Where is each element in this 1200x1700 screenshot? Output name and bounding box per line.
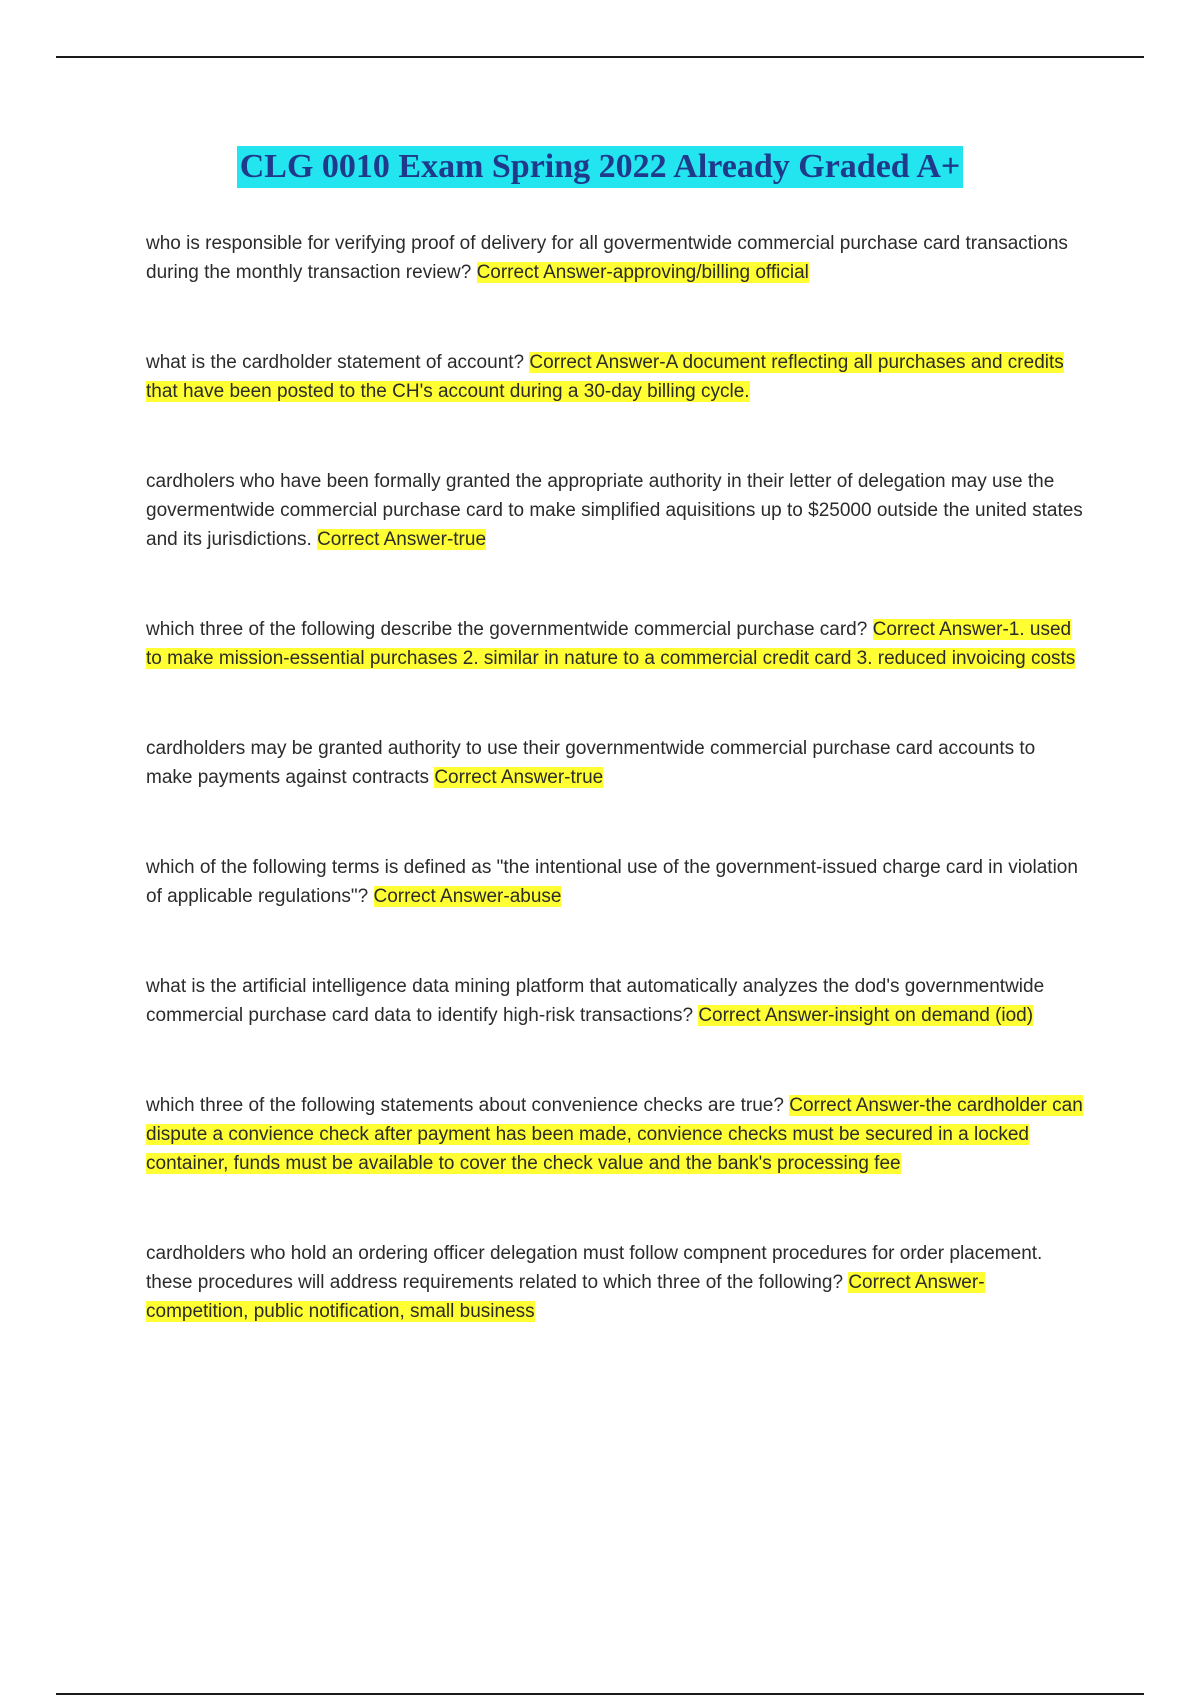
answer-highlight: Correct Answer-1. used to make mission-essential purchases 2. similar in nature to a commercial credit card 3. reduced invoicing costs (146, 619, 1076, 669)
answer-highlight: Correct Answer-the cardholder can dispute a convience check after payment has been made, convience checks must be secured in a locked container, funds must be available to cover the check value and the bank's processing fee (146, 1095, 1083, 1174)
qa-list (146, 229, 1086, 1326)
qa-item (146, 1091, 1086, 1178)
question-text: who is responsible for verifying proof of delivery for all govermentwide commercial purchase card transactions during the monthly transaction review? (146, 233, 1068, 283)
question-text: which of the following terms is defined as "the intentional use of the government-issued charge card in violation of applicable regulations"? (146, 857, 1078, 907)
header-rule (56, 56, 1144, 58)
qa-item (146, 972, 1086, 1030)
qa-item (146, 348, 1086, 406)
question-text: what is the cardholder statement of account? (146, 352, 530, 373)
answer-highlight: Correct Answer-A document reflecting all purchases and credits that have been posted to the CH's account during a 30-day billing cycle. (146, 352, 1064, 402)
question-text: which three of the following statements about convenience checks are true? (146, 1095, 790, 1116)
qa-item (146, 734, 1086, 792)
question-text: which three of the following describe the governmentwide commercial purchase card? (146, 619, 873, 640)
document-title: CLG 0010 Exam Spring 2022 Already Graded A+ (237, 146, 964, 188)
answer-highlight: Correct Answer-abuse (373, 886, 562, 907)
qa-item (146, 229, 1086, 287)
answer-highlight: Correct Answer-true (317, 529, 487, 550)
question-text: what is the artificial intelligence data mining platform that automatically analyzes the dod's governmentwide commercial purchase card data to identify high-risk transactions? (146, 976, 1045, 1026)
answer-highlight: Correct Answer-insight on demand (iod) (698, 1005, 1034, 1026)
answer-highlight: Correct Answer-competition, public notification, small business (146, 1272, 985, 1322)
answer-highlight: Correct Answer-approving/billing official (476, 262, 809, 283)
qa-item (146, 467, 1086, 554)
question-text: cardholders may be granted authority to use their governmentwide commercial purchase card accounts to make payments against contracts (146, 738, 1036, 788)
qa-item (146, 853, 1086, 911)
qa-item (146, 615, 1086, 673)
answer-highlight: Correct Answer-true (434, 767, 604, 788)
title-container (0, 146, 1200, 188)
qa-item (146, 1239, 1086, 1326)
question-text: cardholders who hold an ordering officer delegation must follow compnent procedures for order placement. these procedures will address requirements related to which three of the following? (146, 1243, 1043, 1293)
question-text: cardholers who have been formally granted the appropriate authority in their letter of delegation may use the govermentwide commercial purchase card to make simplified aquisitions up to $25000 outside the united states and its jurisdictions. (146, 471, 1083, 550)
footer-rule (56, 1693, 1144, 1695)
